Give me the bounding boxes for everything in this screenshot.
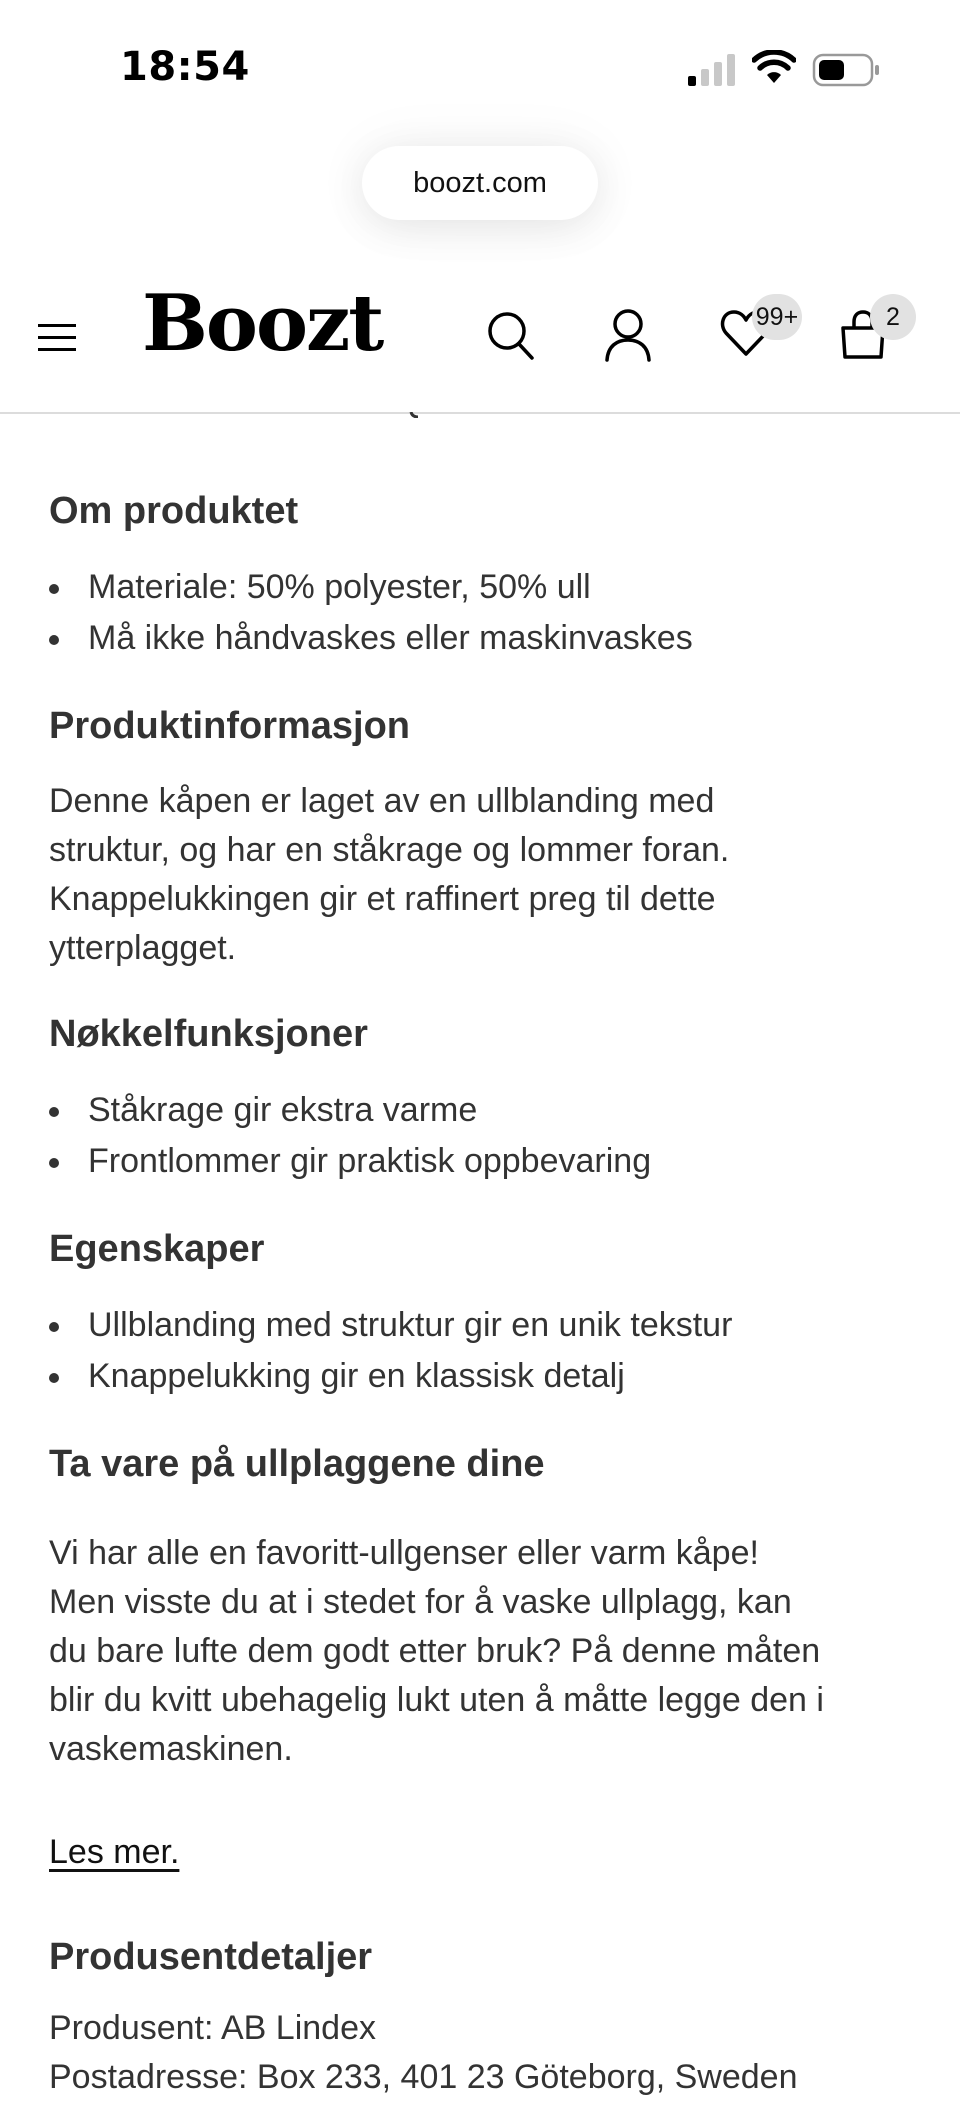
url-bar[interactable]: boozt.com: [362, 146, 598, 220]
care-paragraph: [49, 1529, 919, 1774]
paragraph-line: blir du kvitt ubehagelig lukt uten å måtte legge den i: [49, 1681, 824, 1719]
manufacturer-address: Postadresse: Box 233, 401 23 Göteborg, Sweden: [49, 2058, 798, 2096]
paragraph-line: du bare lufte dem godt etter bruk? På denne måten: [49, 1632, 821, 1670]
key-features-list: [49, 1085, 919, 1187]
cart-button[interactable]: [832, 294, 932, 374]
brand-logo[interactable]: Boozt: [142, 278, 383, 369]
account-icon[interactable]: [604, 308, 652, 362]
section-title-care: Ta vare på ullplaggene dine: [49, 1443, 545, 1485]
wishlist-button[interactable]: [716, 294, 812, 374]
status-time: 18:54: [120, 44, 250, 90]
status-bar: [0, 0, 960, 140]
menu-icon[interactable]: [38, 318, 80, 358]
paragraph-line: Men visste du at i stedet for å vaske ullplagg, kan: [49, 1583, 792, 1621]
section-title-manufacturer: Produsentdetaljer: [49, 1936, 373, 1978]
properties-list: [49, 1300, 919, 1402]
wifi-icon: [752, 50, 796, 86]
section-title-properties: Egenskaper: [49, 1228, 265, 1270]
paragraph-line: struktur, og har en ståkrage og lommer foran.: [49, 831, 730, 869]
list-item: Ståkrage gir ekstra varme: [49, 1085, 919, 1136]
paragraph-line: Knappelukkingen gir et raffinert preg til dette: [49, 880, 716, 918]
section-title-key-features: Nøkkelfunksjoner: [49, 1013, 368, 1055]
list-item: Knappelukking gir en klassisk detalj: [49, 1351, 919, 1402]
paragraph-line: ytterplagget.: [49, 929, 237, 967]
paragraph-line: Vi har alle en favoritt-ullgenser eller varm kåpe!: [49, 1534, 759, 1572]
paragraph-line: vaskemaskinen.: [49, 1730, 293, 1768]
manufacturer-details: [49, 2004, 919, 2102]
list-item: Materiale: 50% polyester, 50% ull: [49, 562, 919, 613]
site-header: [0, 272, 960, 414]
info-paragraph: [49, 777, 919, 973]
wishlist-count-badge: 99+: [752, 294, 802, 340]
list-item: Må ikke håndvaskes eller maskinvaskes: [49, 613, 919, 664]
section-title-info: Produktinformasjon: [49, 705, 411, 747]
manufacturer-name: Produsent: AB Lindex: [49, 2009, 377, 2047]
cut-off-text-fragment: [409, 412, 427, 418]
cellular-signal-icon: [688, 54, 736, 88]
section-title-about: Om produktet: [49, 490, 299, 532]
read-more-link[interactable]: Les mer.: [49, 1833, 180, 1871]
battery-icon: [812, 52, 880, 88]
cart-count-badge: 2: [870, 294, 916, 340]
list-item: Ullblanding med struktur gir en unik tekstur: [49, 1300, 919, 1351]
about-list: [49, 562, 919, 664]
list-item: Frontlommer gir praktisk oppbevaring: [49, 1136, 919, 1187]
search-icon[interactable]: [486, 310, 536, 362]
paragraph-line: Denne kåpen er laget av en ullblanding med: [49, 782, 715, 820]
